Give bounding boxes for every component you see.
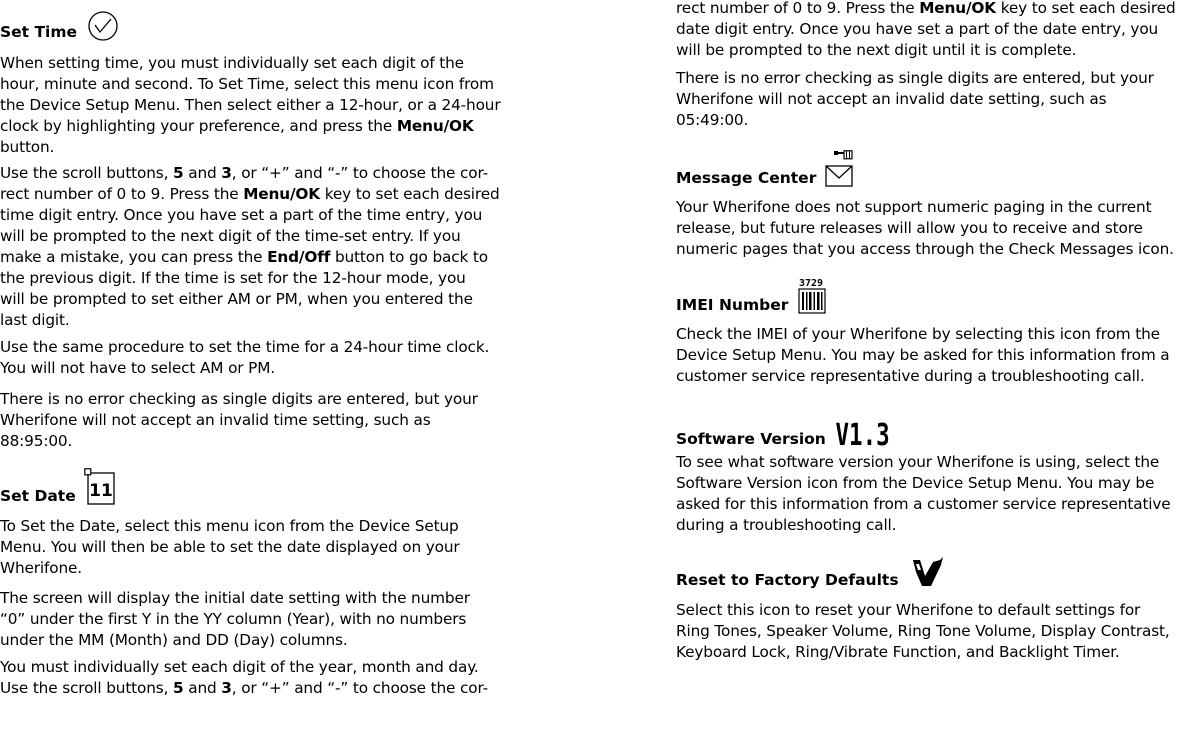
svg-text:V1.3: V1.3 bbox=[835, 417, 890, 453]
clock-icon bbox=[85, 10, 121, 42]
reset-defaults-paragraph: Select this icon to reset your Wherifone to default settings for Ring Tones, Speaker Volume, Ring Tone Volume, Display Contrast, Keyboard Lock, Ring/Vibrate Function, and Backlight Timer. bbox=[676, 601, 1170, 661]
set-date-paragraph-3: You must individually set each digit of the year, month and day. Use the scroll buttons, 5 and 3, or “+” and “-” to choose the cor- bbox=[0, 658, 489, 697]
set-time-paragraph-4: There is no error checking as single digits are entered, but your Wherifone will not accept an invalid time setting, such as 88:95:00. bbox=[0, 390, 478, 450]
reset-defaults-heading: Reset to Factory Defaults bbox=[676, 556, 947, 590]
software-version-paragraph: To see what software version your Wherifone is using, select the Software Version icon from the Device Setup Menu. You may be asked for this information from a customer service representative during a troubleshooting call. bbox=[676, 453, 1171, 534]
barcode-icon bbox=[796, 277, 828, 315]
message-center-paragraph: Your Wherifone does not support numeric paging in the current release, but future releases will allow you to receive and store numeric pages that you access through the Check Messages icon. bbox=[676, 198, 1174, 258]
message-center-heading: Message Center bbox=[676, 150, 856, 188]
set-time-heading: Set Time bbox=[0, 10, 121, 42]
svg-text:3729: 3729 bbox=[799, 278, 824, 289]
version-icon bbox=[834, 415, 890, 453]
software-version-heading: Software Version V1.3 bbox=[676, 415, 884, 449]
set-date-continued-paragraph-2: There is no error checking as single digits are entered, but your Wherifone will not accept an invalid date setting, such as 05:49:00. bbox=[676, 69, 1154, 129]
set-time-paragraph-1: When setting time, you must individually set each digit of the hour, minute and second. To Set Time, select this menu icon from the Device Setup Menu. Then select either a 12-hour, or a 24-hour clock by highlighting your preference, and press the Menu/OK button. bbox=[0, 54, 501, 156]
calendar-icon bbox=[84, 468, 116, 506]
set-date-paragraph-1: To Set the Date, select this menu icon from the Device Setup Menu. You will then be able to set the date displayed on your Wherifone. bbox=[0, 517, 460, 577]
set-date-heading: Set Date 11 bbox=[0, 468, 116, 506]
set-date-continued-paragraph-1: rect number of 0 to 9. Press the Menu/OK key to set each desired date digit entry. Once you have set a part of the date entry, you will be prompted to the next digit until it is complete. bbox=[676, 0, 1176, 59]
imei-number-heading: IMEI Number 3729 bbox=[676, 277, 828, 315]
imei-number-paragraph: Check the IMEI of your Wherifone by selecting this icon from the Device Setup Menu. You may be asked for this information from a customer service representative during a troubleshooting call. bbox=[676, 325, 1170, 385]
set-time-paragraph-2: Use the scroll buttons, 5 and 3, or “+” and “-” to choose the cor- rect number of 0 to 9. Press the Menu/OK key to set each desired time digit entry. Once you have set a part of the time entry, you will be prompted to the next digit of the time-set entry. If you make a mistake, you can press the End/Off button to go back to the previous digit. If the time is set for the 12-hour mode, you will be prompted to set either AM or PM, when you entered the last digit. bbox=[0, 164, 500, 329]
svg-text:11: 11 bbox=[88, 481, 113, 501]
reset-icon bbox=[907, 556, 947, 590]
set-time-paragraph-3: Use the same procedure to set the time for a 24-hour time clock. You will not have to select AM or PM. bbox=[0, 338, 490, 377]
envelope-icon bbox=[824, 150, 856, 188]
set-date-paragraph-2: The screen will display the initial date setting with the number “0” under the first Y in the YY column (Year), with no numbers under the MM (Month) and DD (Day) columns. bbox=[0, 589, 470, 649]
